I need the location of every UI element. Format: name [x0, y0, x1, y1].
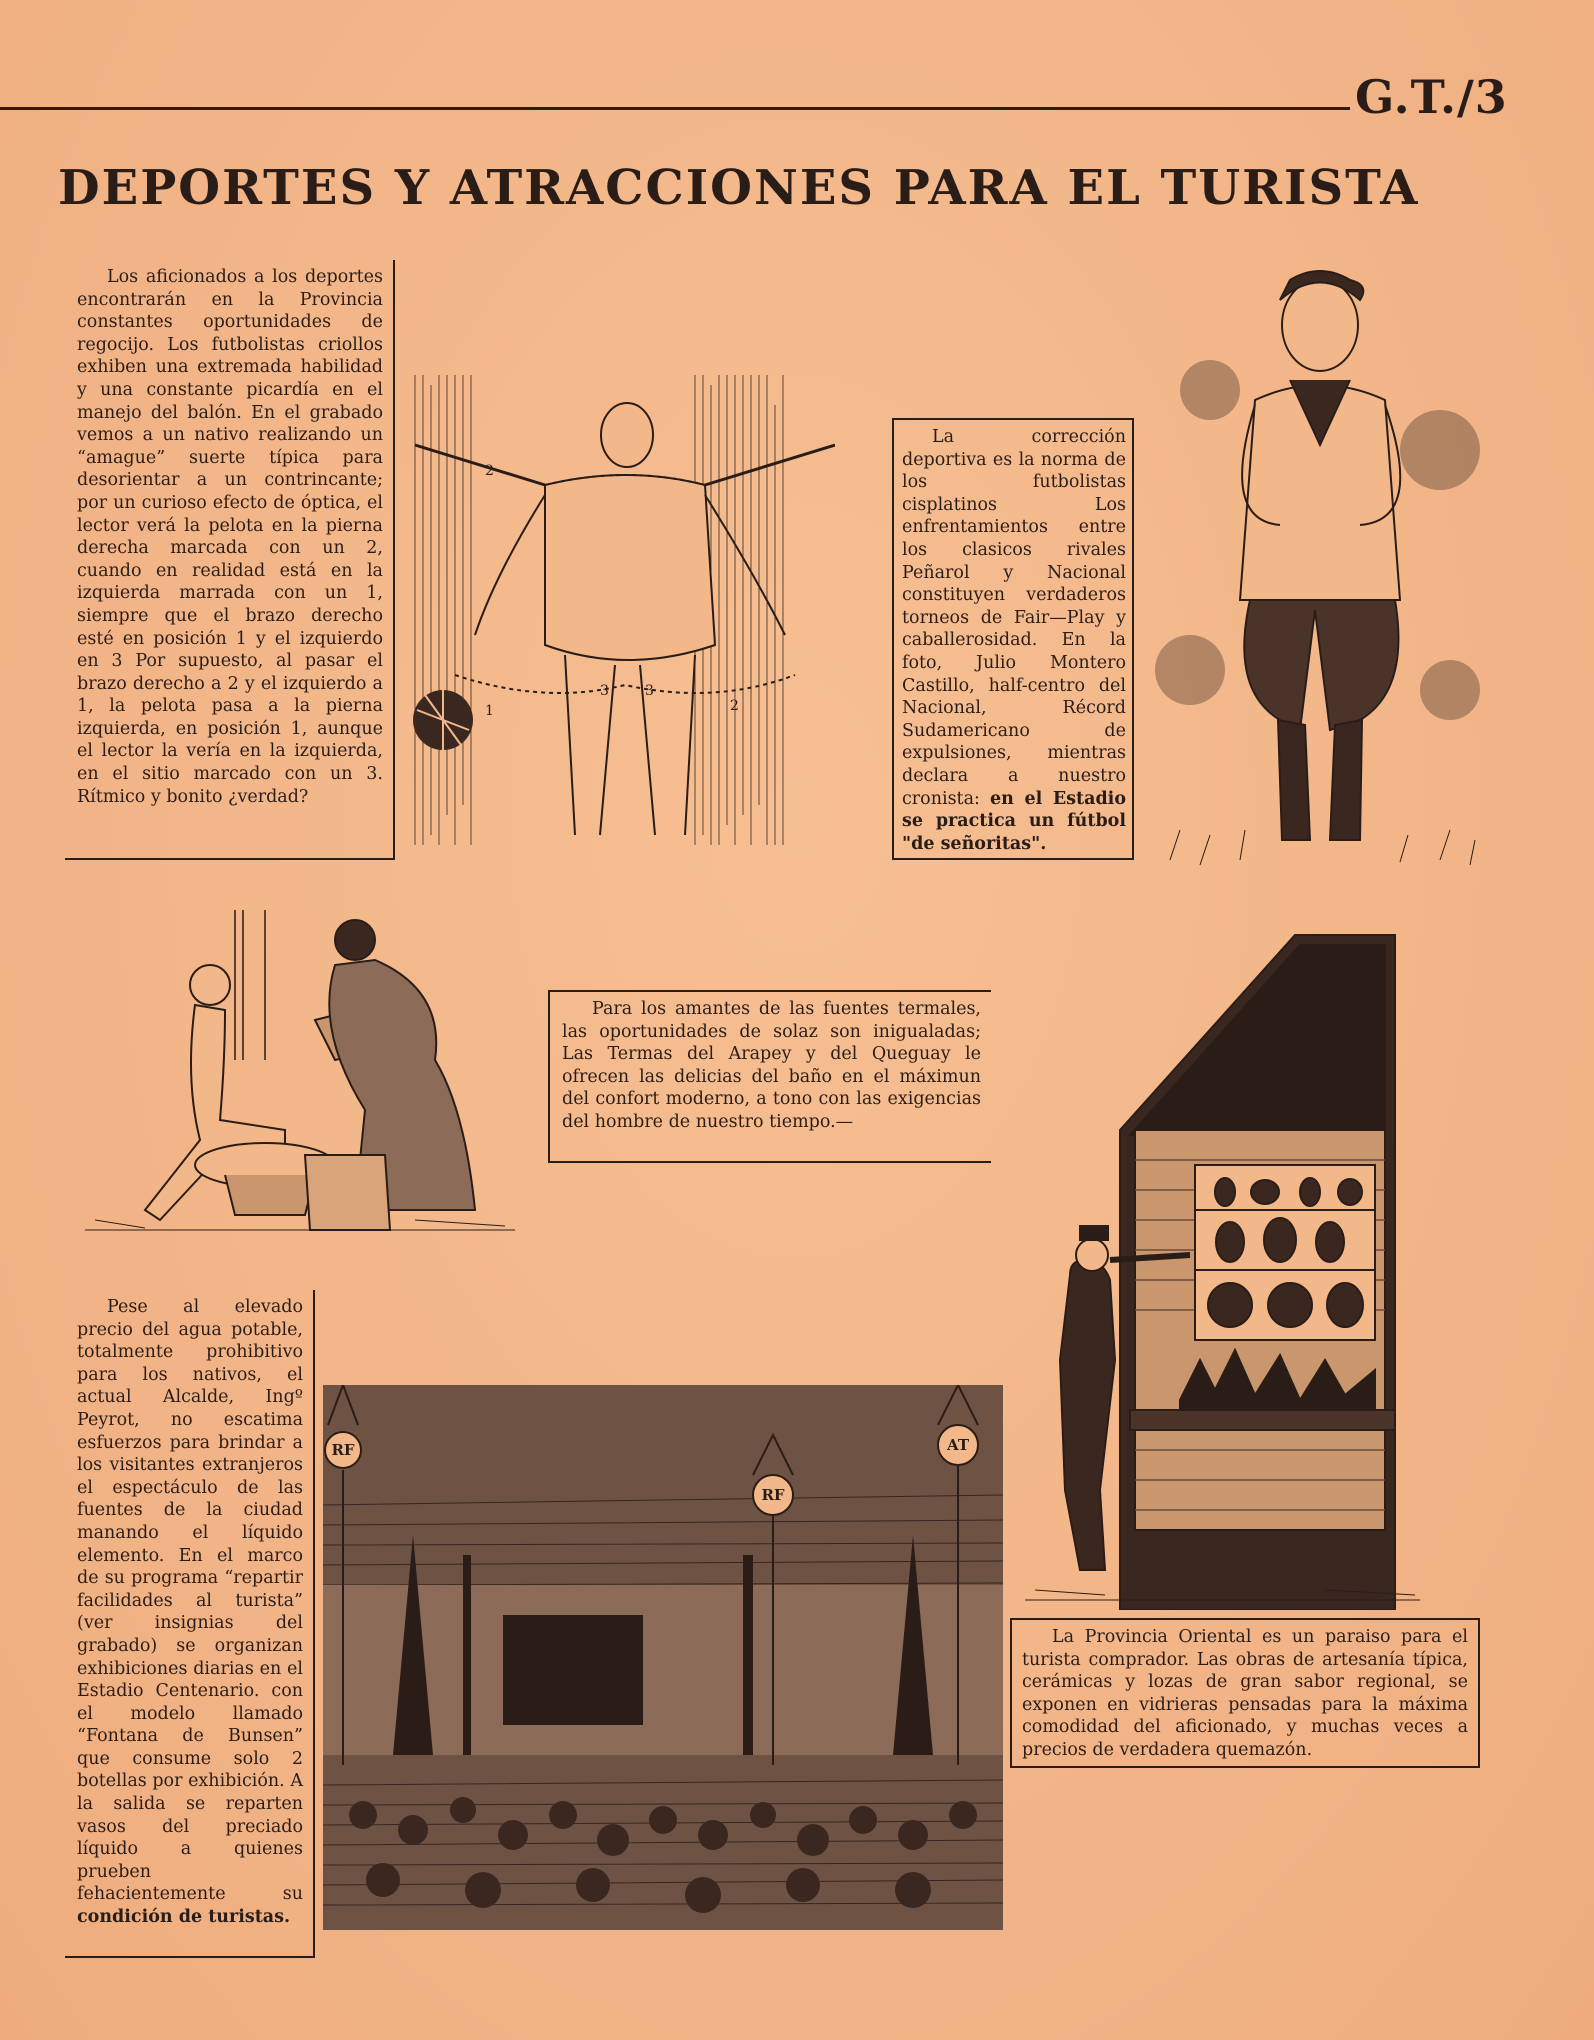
article-quote: en el Estadio se practica un fútbol "de señoritas".	[902, 788, 1126, 854]
article-fuentes-termales	[548, 990, 991, 1163]
svg-text:2: 2	[485, 463, 494, 479]
badge-label-middle: RF	[761, 1486, 785, 1504]
stadium-fountain-exhibition-engraving	[323, 1385, 1003, 1930]
page-headline: DEPORTES Y ATRACCIONES PARA EL TURISTA	[58, 160, 1420, 216]
svg-text:2: 2	[730, 698, 739, 714]
pottery-shop-window-engraving	[1025, 930, 1420, 1610]
article-agua-potable	[65, 1290, 315, 1958]
woman-sailor-outfit-engraving	[1150, 270, 1490, 870]
header-rule	[0, 107, 1350, 110]
article-text: Los aficionados a los deportes encontrarán en la Provincia constantes oportunidades de regocijo. Los futbolistas criollos exhiben una extremada habilidad y una constante picardía en el manejo del balón. En el grabado vemos a un nativo realizando un “amague” suerte típica para desorientar a un contrincante; por un curioso efecto de óptica, el lector verá la pelota en la pierna derecha marcada con un 2, cuando en realidad está en la izquierda marrada con un 1, siempre que el brazo derecho esté en posición 1 y el izquierdo en 3 Por supuesto, al pasar el brazo derecho a 2 y el izquierdo a 1, la pelota pasa a la pierna izquierda, en posición 1, aunque el lector la vería en la izquierda, en el sitio marcado con un 3. Rítmico y bonito ¿verdad?	[77, 267, 383, 807]
badge-label-right: AT	[947, 1436, 969, 1454]
page-folio: G.T./3	[1355, 70, 1508, 124]
svg-text:3: 3	[600, 683, 609, 699]
article-futbol-amague	[65, 260, 395, 860]
article-text: La corrección deportiva es la norma de los futbolistas cisplatinos Los enfrentamientos entre los clasicos rivales Peñarol y Nacional constituyen verdaderos torneos de Fair—Play y caballerosidad. En la foto, Julio Montero Castillo, half-centro del Nacional, Récord Sudamericano de expulsiones, mientras declara a nuestro cronista:	[902, 427, 1126, 809]
footballer-diagram-engraving	[395, 375, 835, 845]
article-text: Pese al elevado precio del agua potable, totalmente prohibitivo para los nativos, el actual Alcalde, Ingº Peyrot, no escatima esfuerzos para brindar a los visitantes extranjeros el espectáculo de las fuentes de la ciudad manando el líquido elemento. En el marco de su programa “repartir facilidades al turista” (ver insignias del grabado) se organizan exhibiciones diarias en el Estadio Centenario. con el modelo llamado “Fontana de Bunsen” que consume solo 2 botellas por exhibición. A la salida se reparten vasos del preciado líquido a quienes prueben fehacientemente su	[77, 1297, 303, 1905]
article-closing: condición de turistas.	[77, 1907, 291, 1928]
badge-label-left: RF	[331, 1441, 355, 1459]
article-text: La Provincia Oriental es un paraiso para el turista comprador. Las obras de artesanía típica, cerámicas y lozas de gran sabor regional, se exponen en vidrieras pensadas para la máxima comodidad del aficionado, y muchas veces a precios de verdadera quemazón.	[1022, 1627, 1468, 1760]
article-text: Para los amantes de las fuentes termales, las oportunidades de solaz son inigualadas; Las Termas del Arapey y del Queguay le ofrecen las delicias del baño en el máximun del confort moderno, a tono con las exigencias del hombre de nuestro tiempo.—	[562, 999, 981, 1132]
article-provincia-oriental	[1010, 1618, 1480, 1768]
thermal-bath-engraving	[85, 910, 515, 1240]
svg-text:1: 1	[485, 703, 494, 719]
svg-text:3: 3	[645, 683, 654, 699]
article-correccion-deportiva	[892, 418, 1134, 860]
